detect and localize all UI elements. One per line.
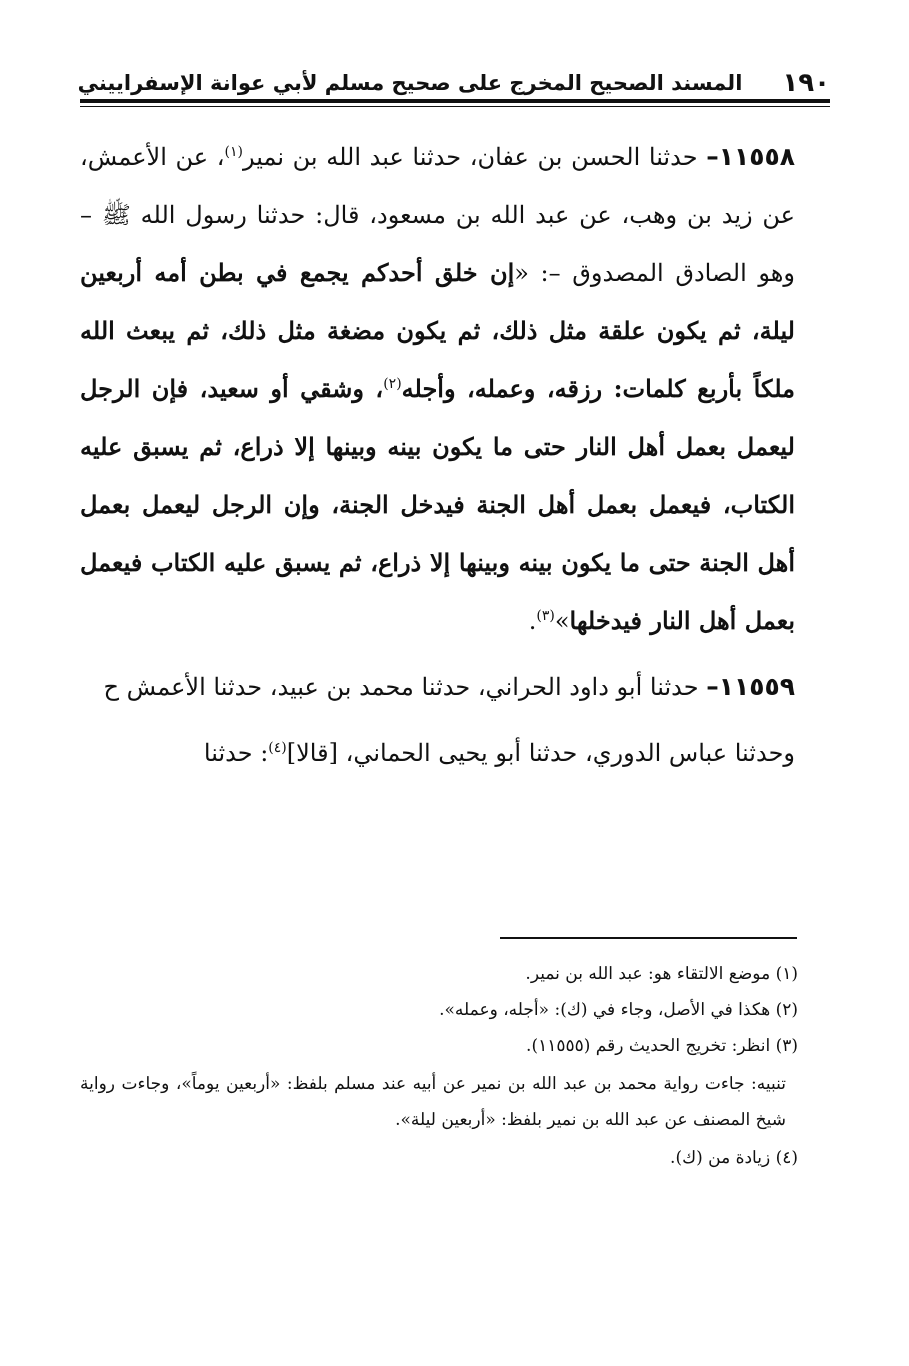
page-header (77, 62, 830, 98)
hadith-1559 (80, 658, 795, 716)
footnotes (80, 958, 798, 1178)
header-rule-thin (80, 106, 830, 107)
footnote-3: (٣) انظر: تخريج الحديث رقم (١١٥٥٥). (526, 1036, 798, 1056)
period: . (528, 607, 537, 635)
footnote-ref[interactable]: (٣) (536, 608, 555, 624)
footnote-ref[interactable]: (١) (224, 144, 243, 160)
footnote-2: (٢) هكذا في الأصل، وجاء في (ك): «أجله، وعمله». (439, 1000, 798, 1020)
footnote-ref[interactable]: (٢) (383, 376, 402, 392)
main-text (80, 128, 795, 790)
page-number: ١٩٠ (782, 68, 830, 98)
hadith-number: ١١٥٥٨– (706, 142, 795, 171)
running-title: المسند الصحيح المخرج على صحيح مسلم لأبي عوانة الإسفراييني (77, 71, 743, 95)
matn-text: ، وشقي أو سعيد، فإن الرجل ليعمل بعمل أهل النار حتى ما يكون بينه وبينها إلا ذراع، ثم يسبق عليه الكتاب، فيعمل بعمل أهل الجنة فيدخل الجنة، وإن الرجل ليعمل بعمل أهل الجنة حتى ما يكون بينه وبينها إلا ذراع، ثم يسبق عليه الكتاب فيعمل بعمل أهل النار فيدخلها (80, 374, 795, 635)
isnad-text: وحدثنا عباس الدوري، حدثنا أبو يحيى الحماني، [قالا] (286, 739, 795, 767)
isnad-text: : حدثنا (203, 739, 269, 767)
footnote-1: (١) موضع الالتقاء هو: عبد الله بن نمير. (525, 964, 798, 984)
isnad-text: حدثنا الحسن بن عفان، حدثنا عبد الله بن نمير (242, 143, 698, 171)
footnote-separator (500, 937, 797, 939)
hadith-1558 (80, 128, 795, 650)
matn-text: إن خلق أحدكم يجمع في بطن أمه أربعين ليلة، ثم يكون علقة مثل ذلك، ثم يكون مضغة مثل ذلك، ثم يبعث الله ملكاً بأربع كلمات: رزقه، وعمله، وأجله (80, 258, 795, 403)
header-rule-thick (80, 99, 830, 103)
quote-close: » (554, 607, 570, 635)
footnote-4: (٤) زيادة من (ك). (670, 1148, 798, 1168)
hadith-number: ١١٥٥٩– (706, 672, 795, 701)
footnote-ref[interactable]: (٤) (268, 740, 287, 756)
isnad-text: ، عن الأعمش، عن زيد بن وهب، عن عبد الله بن مسعود، قال: حدثنا رسول الله ﷺ – وهو الصادق المصدوق –: « (80, 143, 795, 287)
isnad-text: حدثنا أبو داود الحراني، حدثنا محمد بن عبيد، حدثنا الأعمش ح (103, 673, 699, 701)
hadith-1559-continued (80, 724, 795, 782)
footnote-3-note: تنبيه: جاءت رواية محمد بن عبد الله بن نمير عن أبيه عند مسلم بلفظ: «أربعين يوماً»، وجاءت رواية شيخ المصنف عن عبد الله بن نمير بلفظ: «أربعين ليلة». (80, 1074, 786, 1130)
